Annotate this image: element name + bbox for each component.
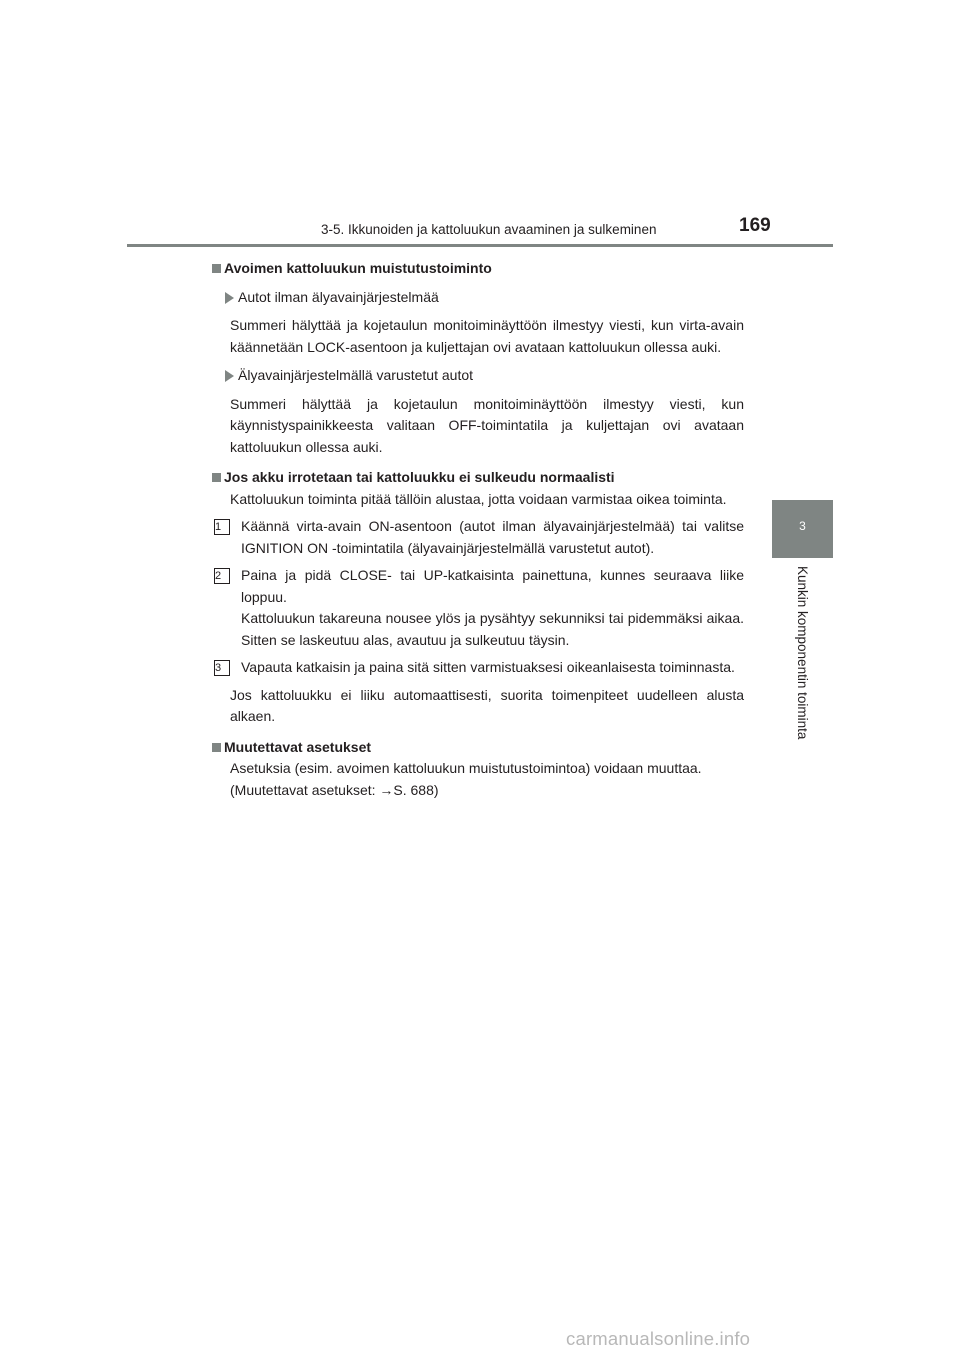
triangle-bullet-icon <box>225 370 234 382</box>
step-3 <box>212 657 744 679</box>
section-heading <box>212 737 744 759</box>
step-number-box: 1 <box>214 519 230 535</box>
page-number: 169 <box>739 215 771 236</box>
heading-text: Jos akku irrotetaan tai kattoluukku ei sulkeudu normaalisti <box>224 469 615 485</box>
step-number-box: 3 <box>214 660 230 676</box>
step-text: Käännä virta-avain ON-asentoon (autot ilman älyavainjärjestelmää) tai valitse IGNITION ON -toimintatila (älyavainjärjestelmällä varustetut autot). <box>241 518 744 556</box>
section-heading <box>212 467 744 489</box>
step-number-box: 2 <box>214 568 230 584</box>
heading-text: Avoimen kattoluukun muistutustoiminto <box>224 260 492 276</box>
step-text: Paina ja pidä CLOSE- tai UP-katkaisinta painettuna, kunnes seuraava liike loppuu. <box>241 567 744 605</box>
page-reference: (Muutettavat asetukset: →S. 688) <box>230 781 439 798</box>
square-bullet-icon <box>212 743 221 752</box>
watermark: carmanualsonline.info <box>566 1328 751 1349</box>
bullet-text: Älyavainjärjestelmällä varustetut autot <box>238 367 474 383</box>
page-content <box>212 252 744 801</box>
sub-bullet <box>212 365 744 387</box>
section-heading <box>212 258 744 280</box>
paragraph: Summeri hälyttää ja kojetaulun monitoiminäyttöön ilmestyy viesti, kun virta-avain käännetään LOCK-asentoon ja kuljettajan ovi avataan kattoluukun ollessa auki. <box>230 317 744 355</box>
chapter-label: Kunkin komponentin toiminta <box>795 566 810 740</box>
paragraph: Jos kattoluukku ei liiku automaattisesti, suorita toimenpiteet uudelleen alusta alkaen. <box>230 686 744 724</box>
chapter-number: 3 <box>799 519 806 533</box>
square-bullet-icon <box>212 264 221 273</box>
header-rule <box>127 244 833 247</box>
section-title: 3-5. Ikkunoiden ja kattoluukun avaaminen ja sulkeminen <box>321 222 657 237</box>
heading-text: Muutettavat asetukset <box>224 738 372 755</box>
bullet-text: Autot ilman älyavainjärjestelmää <box>238 288 439 305</box>
sub-bullet <box>212 287 744 309</box>
triangle-bullet-icon <box>225 292 234 304</box>
square-bullet-icon <box>212 473 221 482</box>
paragraph: Asetuksia (esim. avoimen kattoluukun muistutustoimintoa) voidaan muuttaa. <box>230 760 702 776</box>
step-1 <box>212 516 744 559</box>
step-2 <box>212 565 744 608</box>
step-text: Vapauta katkaisin ja paina sitä sitten varmistuaksesi oikeanlaisesta toiminnasta. <box>241 659 735 675</box>
paragraph: Summeri hälyttää ja kojetaulun monitoiminäyttöön ilmestyy viesti, kun käynnistyspainikkeesta valitaan OFF-toimintatila ja kuljettajan ovi avataan kattoluukun ollessa auki. <box>230 395 744 455</box>
paragraph: Kattoluukun toiminta pitää tällöin alustaa, jotta voidaan varmistaa oikea toiminta. <box>230 490 727 507</box>
step-2-detail: Kattoluukun takareuna nousee ylös ja pysähtyy sekunniksi tai pidemmäksi aikaa. Sitten se laskeutuu alas, avautuu ja sulkeutuu täysin. <box>241 610 744 648</box>
chapter-tab <box>772 500 833 558</box>
